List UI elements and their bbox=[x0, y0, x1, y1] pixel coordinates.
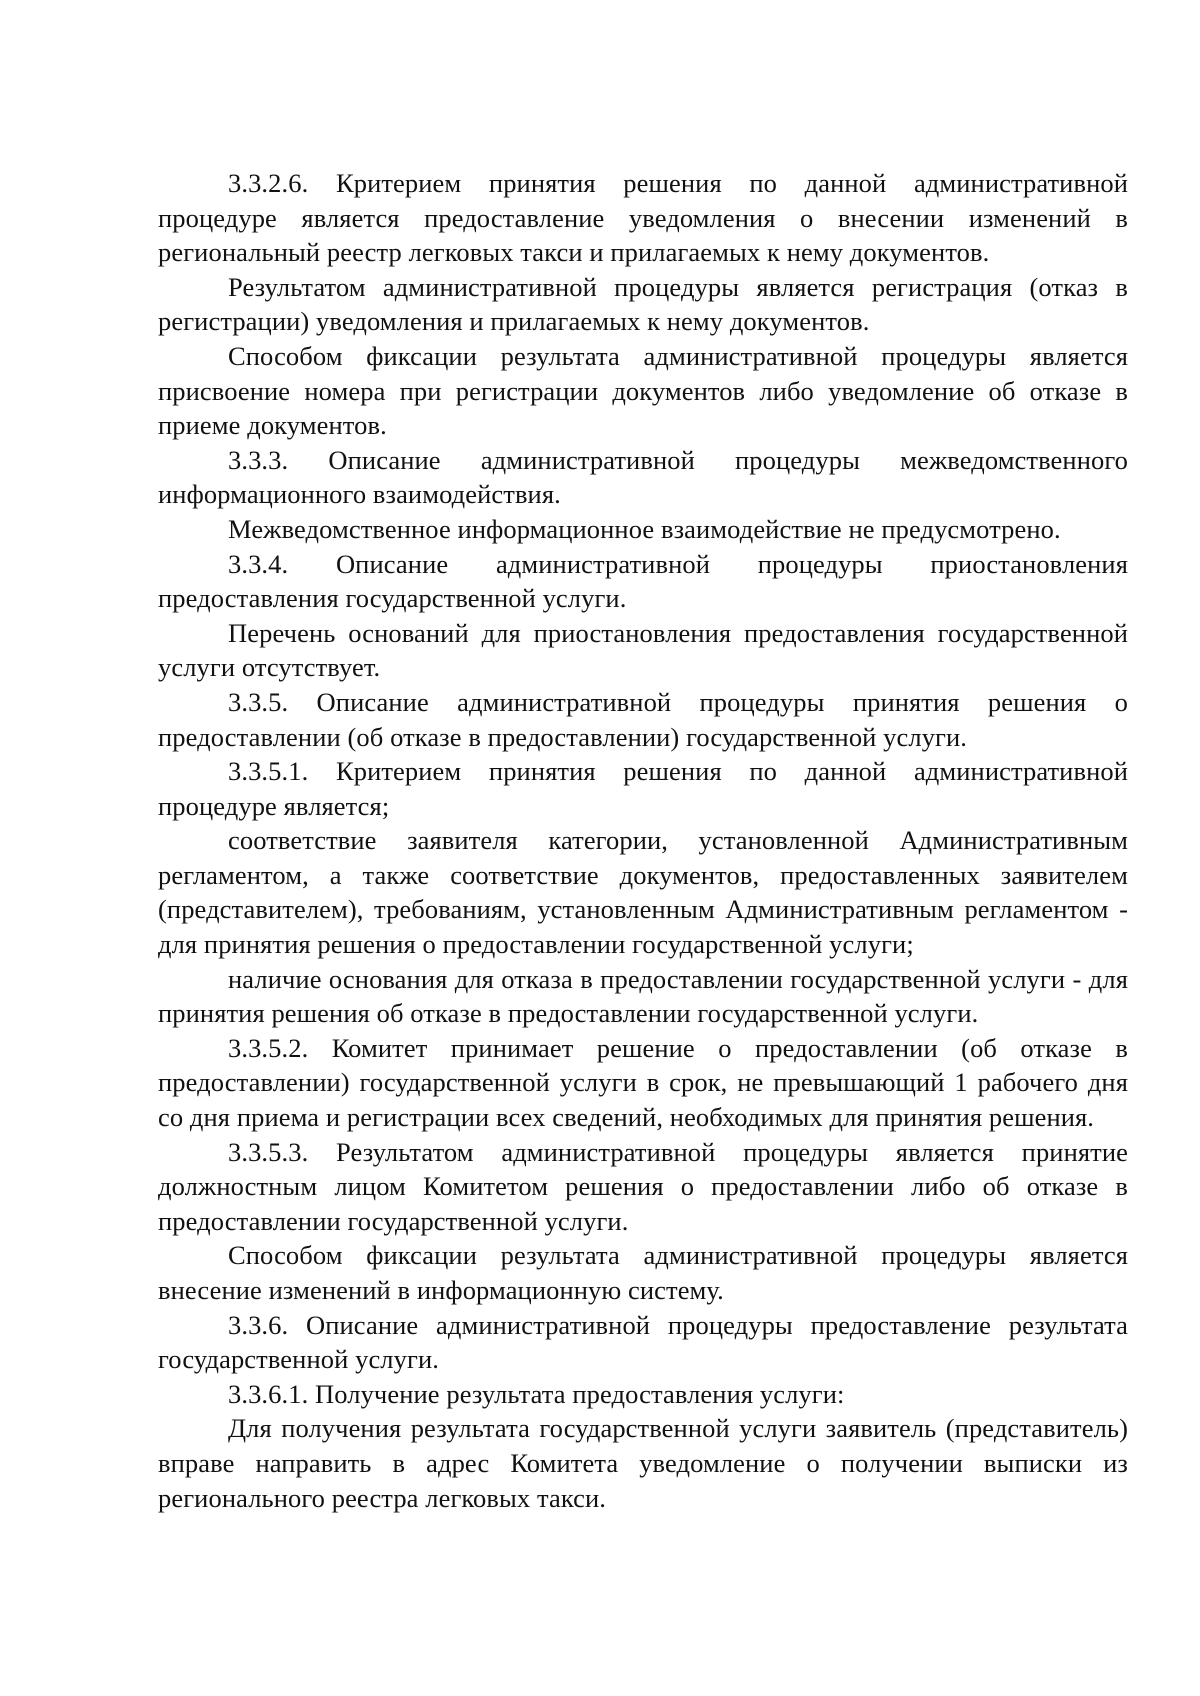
paragraph-suspension-grounds: Перечень оснований для приостановления предоставления государственной услуги отсутствует. bbox=[158, 617, 1128, 683]
paragraph-3-3-2-6-criterion: 3.3.2.6. Критерием принятия решения по данной административной процедуре является предоставление уведомления о внесении изменений в региональный реестр легковых такси и прилагаемых к нему документов. bbox=[158, 168, 1128, 268]
paragraph-result-fixation: Способом фиксации результата административной процедуры является присвоение номера при регистрации документов либо уведомление об отказе в приеме документов. bbox=[158, 340, 1128, 441]
document-body bbox=[158, 166, 1128, 1515]
paragraph-applicant-compliance: соответствие заявителя категории, установленной Административным регламентом, а также соответствие документов, предоставленных заявителем (представителем), требованиям, установленным Административным регламентом - для принятия решения о предоставлении государственной услуги; bbox=[158, 825, 1128, 960]
paragraph-3-3-5-2-decision-term: 3.3.5.2. Комитет принимает решение о предоставлении (об отказе в предоставлении) государственной услуги в срок, не превышающий 1 рабочего дня со дня приема и регистрации всех сведений, необходимых для принятия решения. bbox=[158, 1032, 1128, 1133]
paragraph-3-3-4-heading: 3.3.4. Описание административной процедуры приостановления предоставления государственной услуги. bbox=[158, 548, 1128, 614]
paragraph-3-3-3-heading: 3.3.3. Описание административной процедуры межведомственного информационного взаимодействия. bbox=[158, 444, 1128, 510]
paragraph-3-3-5-1-criterion: 3.3.5.1. Критерием принятия решения по данной административной процедуре является; bbox=[158, 756, 1128, 821]
paragraph-3-3-5-heading: 3.3.5. Описание административной процедуры принятия решения о предоставлении (об отказе в предоставлении) государственной услуги. bbox=[158, 686, 1128, 752]
paragraph-system-changes: Способом фиксации результата административной процедуры является внесение изменений в информационную систему. bbox=[158, 1240, 1128, 1305]
paragraph-obtaining-result: Для получения результата государственной услуги заявитель (представитель) вправе направить в адрес Комитета уведомление о получении выписки из регионального реестра легковых такси. bbox=[158, 1413, 1128, 1513]
paragraph-refusal-grounds: наличие основания для отказа в предоставлении государственной услуги - для принятия решения об отказе в предоставлении государственной услуги. bbox=[158, 963, 1128, 1029]
paragraph-3-3-5-3-result: 3.3.5.3. Результатом административной процедуры является принятие должностным лицом Комитетом решения о предоставлении либо об отказе в предоставлении государственной услуги. bbox=[158, 1136, 1128, 1236]
paragraph-procedure-result: Результатом административной процедуры является регистрация (отказ в регистрации) уведомления и прилагаемых к нему документов. bbox=[158, 271, 1128, 337]
paragraph-3-3-6-heading: 3.3.6. Описание административной процедуры предоставление результата государственной услуги. bbox=[158, 1309, 1128, 1375]
paragraph-3-3-6-1-heading: 3.3.6.1. Получение результата предоставления услуги: bbox=[228, 1378, 845, 1409]
paragraph-interaction-not-provided: Межведомственное информационное взаимодействие не предусмотрено. bbox=[228, 513, 1061, 544]
